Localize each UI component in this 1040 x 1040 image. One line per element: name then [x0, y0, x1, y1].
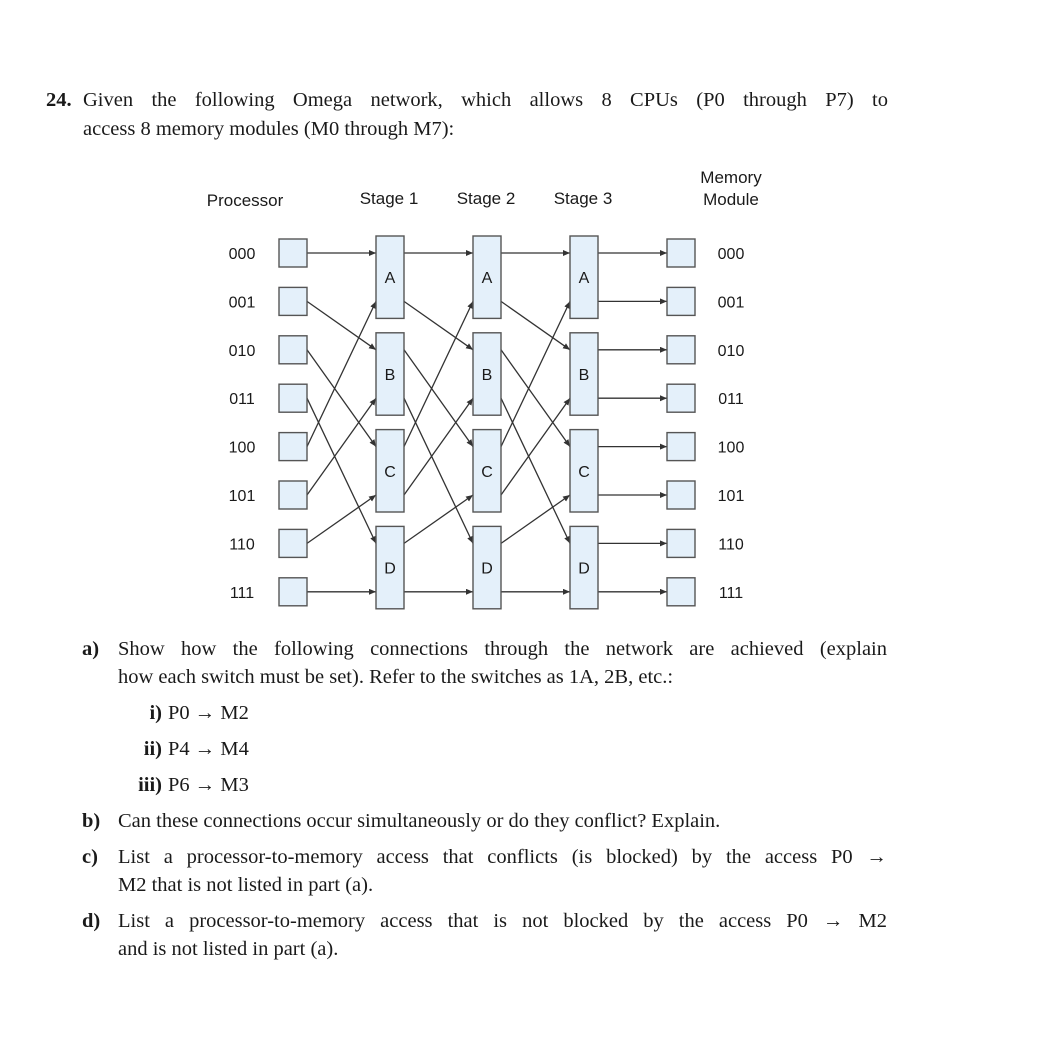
memory-label: 010: [717, 342, 745, 360]
network-boxes: [279, 236, 695, 609]
proc-to-stage1-wire: [307, 398, 376, 543]
part-d-label: d): [82, 910, 101, 932]
stage-3-header: Stage 3: [553, 189, 613, 208]
stage1-to-stage2-wire: [404, 301, 473, 446]
memory-label: 110: [718, 536, 744, 554]
processor-label: 111: [229, 584, 255, 602]
part-c-line-2: M2 that is not listed in part (a).: [118, 874, 374, 896]
part-d: [82, 907, 887, 963]
proc-to-stage1-wire: [307, 398, 376, 495]
processor-box: [279, 239, 307, 267]
memory-label: 001: [717, 294, 745, 312]
part-a-item-iii: [118, 771, 887, 799]
proc-to-stage1-wire: [307, 350, 376, 447]
processor-label: 110: [229, 536, 255, 554]
processor-label: 000: [228, 246, 256, 263]
proc-to-stage1-wire: [307, 495, 376, 543]
processor-box: [279, 481, 307, 509]
switch-letter: A: [578, 270, 590, 288]
processor-box: [279, 578, 307, 606]
stage2-to-stage3-wire: [501, 301, 570, 446]
stage2-to-stage3-wire: [501, 495, 570, 543]
processor-header: Processor: [206, 191, 284, 210]
memory-box: [667, 481, 695, 509]
processor-box: [279, 529, 307, 557]
part-a-line-1: Show how the following connections through the network are achieved (explain: [118, 638, 887, 660]
processor-box: [279, 287, 307, 315]
stage1-to-stage2-wire: [404, 398, 473, 495]
stage2-to-stage3-wire: [501, 398, 570, 543]
stage1-to-stage2-wire: [404, 301, 473, 349]
part-b-text: Can these connections occur simultaneously or do they conflict? Explain.: [118, 810, 721, 832]
memory-box: [667, 336, 695, 364]
stage1-to-stage2-wire: [404, 398, 473, 543]
item-iii-label: iii): [138, 774, 162, 796]
part-b-label: b): [82, 810, 101, 832]
part-a: [82, 635, 887, 691]
processor-label: 011: [229, 391, 255, 409]
memory-header-line-2: Module: [703, 190, 759, 209]
switch-letter: C: [578, 463, 590, 481]
part-a-label: a): [82, 638, 100, 660]
part-a-line-2: how each switch must be set). Refer to the switches as 1A, 2B, etc.:: [118, 666, 674, 688]
memory-label: 000: [717, 246, 745, 263]
switch-letter: D: [578, 560, 590, 578]
memory-box: [667, 384, 695, 412]
memory-label: 100: [717, 439, 745, 457]
item-iii-text: P6 → M3: [168, 774, 249, 796]
processor-label: 010: [228, 342, 256, 360]
item-i-text: P0 → M2: [168, 702, 249, 724]
processor-box: [279, 433, 307, 461]
question-number: 24.: [46, 89, 72, 111]
item-ii-label: ii): [143, 738, 162, 760]
stage1-to-stage2-wire: [404, 495, 473, 543]
part-a-item-ii: [118, 735, 887, 763]
stage2-to-stage3-wire: [501, 398, 570, 495]
processor-label: 101: [228, 488, 256, 505]
part-c-label: c): [82, 846, 98, 868]
memory-label: 111: [718, 584, 744, 602]
memory-box: [667, 529, 695, 557]
stage1-to-stage2-wire: [404, 350, 473, 447]
memory-box: [667, 287, 695, 315]
stage-2-header: Stage 2: [456, 189, 516, 208]
part-b: [82, 807, 887, 835]
omega-network-diagram: [0, 150, 1040, 630]
switch-letter: C: [481, 463, 493, 481]
proc-to-stage1-wire: [307, 301, 376, 349]
switch-letter: B: [481, 367, 493, 384]
switch-letter: B: [384, 367, 396, 384]
memory-box: [667, 578, 695, 606]
item-i-label: i): [149, 702, 162, 724]
question-parts: [82, 635, 887, 971]
question: [46, 86, 888, 144]
switch-letter: D: [481, 560, 493, 578]
processor-box: [279, 384, 307, 412]
question-line-1: Given the following Omega network, which allows 8 CPUs (P0 through P7) to: [83, 89, 888, 111]
memory-box: [667, 433, 695, 461]
item-ii-text: P4 → M4: [168, 738, 249, 760]
stage2-to-stage3-wire: [501, 350, 570, 447]
memory-header-line-1: Memory: [700, 168, 762, 187]
question-line-2: access 8 memory modules (M0 through M7):: [83, 118, 455, 140]
part-c-line-1: List a processor-to-memory access that conflicts (is blocked) by the access P0 →: [118, 846, 887, 868]
switch-letter: A: [481, 270, 493, 288]
switch-letter: D: [384, 560, 396, 578]
processor-box: [279, 336, 307, 364]
part-c: [82, 843, 887, 899]
proc-to-stage1-wire: [307, 301, 376, 446]
memory-box: [667, 239, 695, 267]
switch-letter: B: [578, 367, 590, 384]
memory-label: 011: [718, 391, 744, 409]
switch-letter: A: [384, 270, 396, 288]
switch-letter: C: [384, 463, 396, 481]
stage2-to-stage3-wire: [501, 301, 570, 349]
part-a-item-i: [118, 699, 887, 727]
part-d-line-1: List a processor-to-memory access that is not blocked by the access P0 → M2: [118, 910, 887, 932]
processor-label: 001: [228, 294, 256, 312]
stage-1-header: Stage 1: [359, 189, 419, 208]
processor-label: 100: [228, 439, 256, 457]
part-d-line-2: and is not listed in part (a).: [118, 938, 339, 960]
memory-label: 101: [717, 488, 745, 505]
